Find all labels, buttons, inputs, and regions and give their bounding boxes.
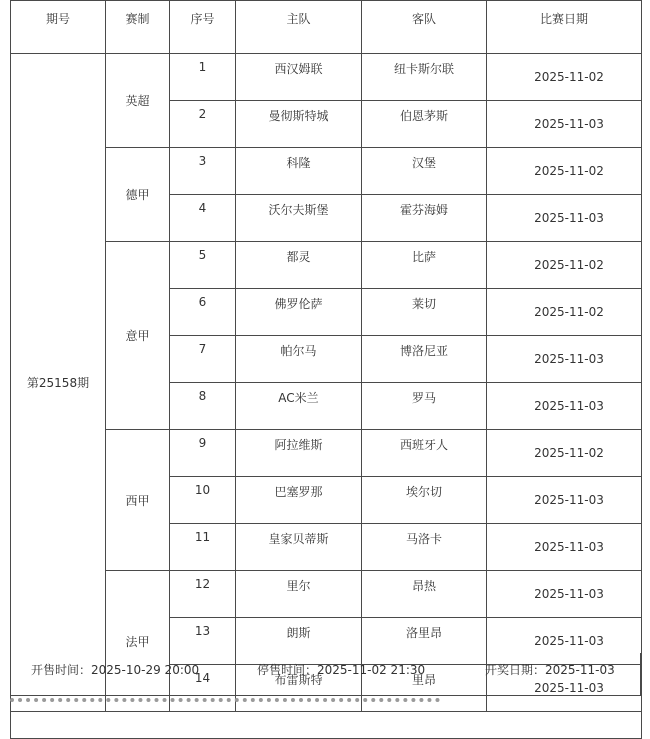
league-name: 意甲 <box>106 242 170 430</box>
match-seq: 5 <box>170 242 236 289</box>
table-row <box>11 148 642 195</box>
home-team: 佛罗伦萨 <box>236 289 362 336</box>
header-league: 赛制 <box>106 1 170 54</box>
sale-open-time: 开售时间：2025-10-29 20:00 <box>31 663 200 677</box>
match-seq: 3 <box>170 148 236 195</box>
league-name: 德甲 <box>106 148 170 242</box>
home-team: 布雷斯特 <box>236 665 362 712</box>
match-date: 2025-11-03 <box>487 571 642 618</box>
home-team: 帕尔马 <box>236 336 362 383</box>
schedule-sheet <box>10 0 642 739</box>
draw-date: 开奖日期：2025-11-03 <box>485 663 615 677</box>
match-seq: 9 <box>170 430 236 477</box>
match-date: 2025-11-02 <box>487 430 642 477</box>
away-team: 西班牙人 <box>362 430 487 477</box>
match-seq: 12 <box>170 571 236 618</box>
away-team: 莱切 <box>362 289 487 336</box>
header-home: 主队 <box>236 1 362 54</box>
home-team: 阿拉维斯 <box>236 430 362 477</box>
home-team: 沃尔夫斯堡 <box>236 195 362 242</box>
match-seq: 13 <box>170 618 236 665</box>
match-date: 2025-11-03 <box>487 477 642 524</box>
home-team: 里尔 <box>236 571 362 618</box>
match-date: 2025-11-02 <box>487 242 642 289</box>
header-row <box>11 1 642 54</box>
header-away: 客队 <box>362 1 487 54</box>
match-body <box>11 54 642 739</box>
cropped-note-text <box>10 698 440 703</box>
sale-close-time: 停售时间：2025-11-02 21:30 <box>257 663 426 677</box>
blank-cell <box>11 712 642 739</box>
header-issue: 期号 <box>11 1 106 54</box>
table-row <box>11 430 642 477</box>
match-date: 2025-11-03 <box>487 101 642 148</box>
match-seq: 10 <box>170 477 236 524</box>
match-seq: 11 <box>170 524 236 571</box>
home-team: 科隆 <box>236 148 362 195</box>
league-name: 英超 <box>106 54 170 148</box>
home-team: AC米兰 <box>236 383 362 430</box>
issue-number: 第25158期 <box>11 54 106 712</box>
match-date: 2025-11-02 <box>487 54 642 101</box>
away-team: 罗马 <box>362 383 487 430</box>
league-name: 法甲 <box>106 571 170 712</box>
match-date: 2025-11-02 <box>487 148 642 195</box>
match-seq: 8 <box>170 383 236 430</box>
match-seq: 7 <box>170 336 236 383</box>
match-date: 2025-11-03 <box>487 665 642 712</box>
away-team: 昂热 <box>362 571 487 618</box>
match-date: 2025-11-03 <box>487 336 642 383</box>
home-team: 都灵 <box>236 242 362 289</box>
away-team: 伯恩茅斯 <box>362 101 487 148</box>
away-team: 纽卡斯尔联 <box>362 54 487 101</box>
match-seq: 14 <box>170 665 236 712</box>
away-team: 洛里昂 <box>362 618 487 665</box>
away-team: 里昂 <box>362 665 487 712</box>
cropped-note-line <box>10 697 641 703</box>
blank-row <box>11 712 642 739</box>
match-date: 2025-11-02 <box>487 289 642 336</box>
match-date: 2025-11-03 <box>487 383 642 430</box>
away-team: 马洛卡 <box>362 524 487 571</box>
header-seq: 序号 <box>170 1 236 54</box>
league-name: 西甲 <box>106 430 170 571</box>
away-team: 汉堡 <box>362 148 487 195</box>
match-date: 2025-11-03 <box>487 618 642 665</box>
away-team: 比萨 <box>362 242 487 289</box>
header-date: 比赛日期 <box>487 1 642 54</box>
home-team: 朗斯 <box>236 618 362 665</box>
match-seq: 4 <box>170 195 236 242</box>
home-team: 巴塞罗那 <box>236 477 362 524</box>
match-table <box>10 0 642 739</box>
match-date: 2025-11-03 <box>487 524 642 571</box>
table-row <box>11 242 642 289</box>
home-team: 皇家贝蒂斯 <box>236 524 362 571</box>
match-seq: 6 <box>170 289 236 336</box>
away-team: 霍芬海姆 <box>362 195 487 242</box>
away-team: 埃尔切 <box>362 477 487 524</box>
sale-info-footer <box>10 653 641 696</box>
home-team: 曼彻斯特城 <box>236 101 362 148</box>
home-team: 西汉姆联 <box>236 54 362 101</box>
table-row <box>11 571 642 618</box>
table-row <box>11 54 642 101</box>
match-seq: 2 <box>170 101 236 148</box>
match-seq: 1 <box>170 54 236 101</box>
away-team: 博洛尼亚 <box>362 336 487 383</box>
match-date: 2025-11-03 <box>487 195 642 242</box>
